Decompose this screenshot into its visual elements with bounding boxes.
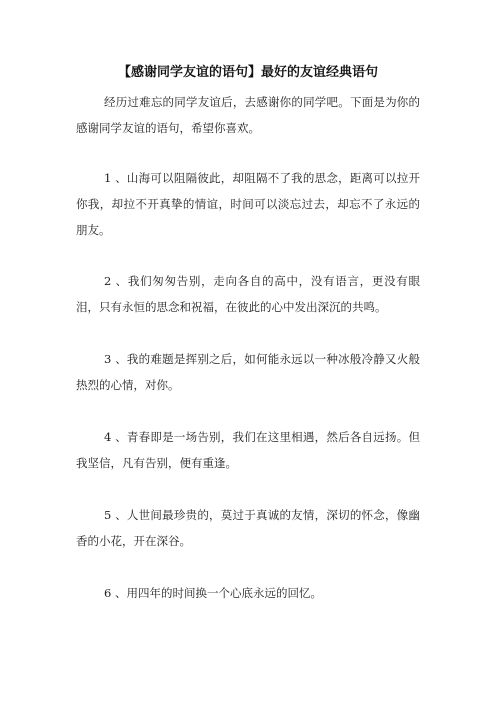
document-title: 【感谢同学友谊的语句】最好的友谊经典语句	[117, 65, 378, 80]
quote-3: 3 、我的难题是挥别之后，如何能永远以一种冰般冷静又火般热烈的心情，对你。	[76, 352, 420, 392]
intro-paragraph: 经历过难忘的同学友谊后，去感谢你的同学吧。下面是为你的感谢同学友谊的语句，希望你喜欢。	[76, 95, 420, 135]
quote-6: 6 、用四年的时间换一个心底永远的回忆。	[104, 586, 322, 600]
quote-4: 4 、青春即是一场告别，我们在这里相遇，然后各自远扬。但我坚信，凡有告别，便有重逢。	[76, 430, 420, 470]
quote-1: 1 、山海可以阻隔彼此，却阻隔不了我的思念，距离可以拉开你我，却拉不开真挚的情谊，时间可以淡忘过去，却忘不了永远的朋友。	[76, 171, 420, 237]
quote-5: 5 、人世间最珍贵的，莫过于真诚的友情，深切的怀念，像幽香的小花，开在深谷。	[76, 508, 420, 548]
quote-2: 2 、我们匆匆告别，走向各自的高中，没有语言，更没有眼泪，只有永恒的思念和祝福，在彼此的心中发出深沉的共鸣。	[76, 274, 420, 314]
